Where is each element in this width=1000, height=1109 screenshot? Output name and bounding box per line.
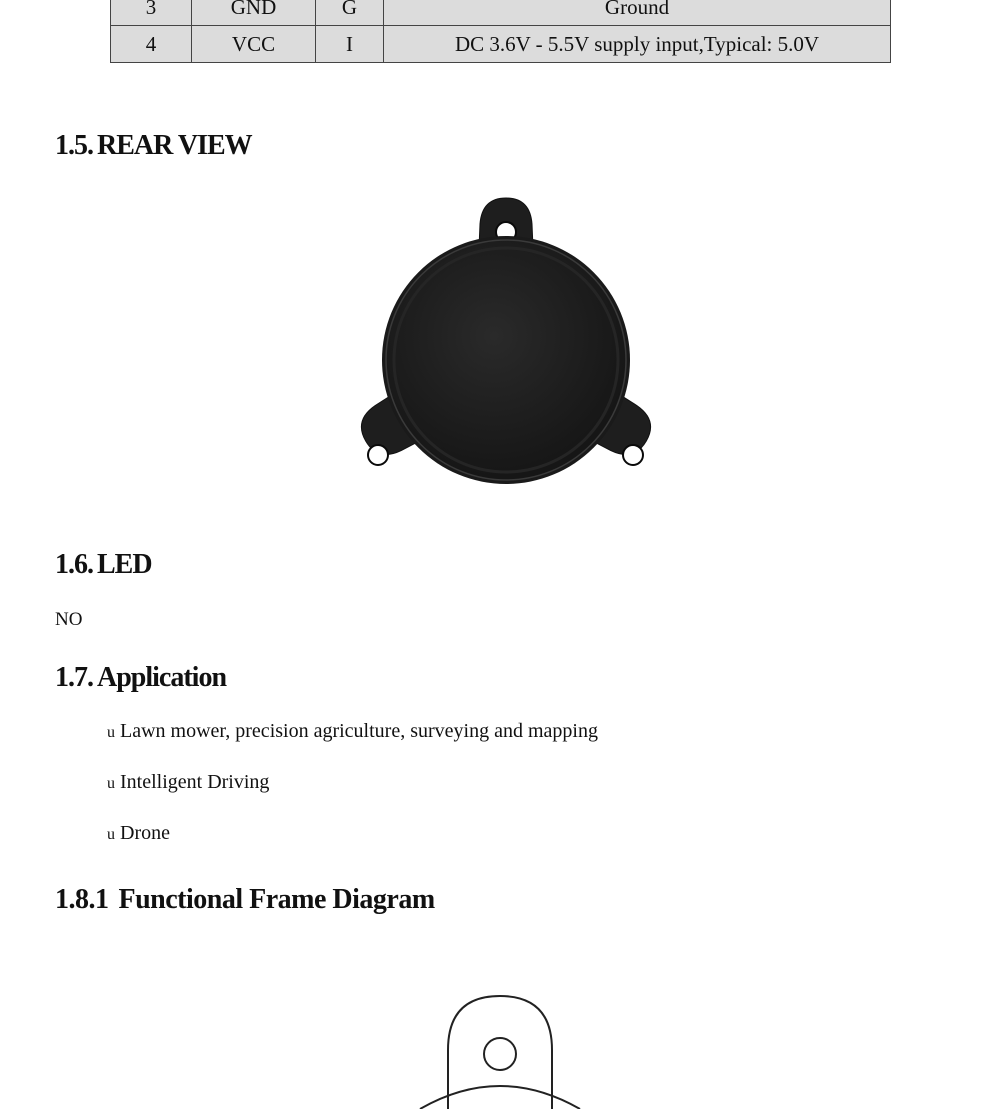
- pin-table: [110, 0, 891, 63]
- application-list: [107, 716, 598, 869]
- list-item: [107, 818, 598, 869]
- section-number: 1.6.: [55, 549, 93, 580]
- section-title: LED: [97, 549, 152, 580]
- pin-name: VCC: [192, 26, 316, 63]
- bullet-marker: u: [107, 826, 115, 843]
- pin-description: Ground: [384, 0, 891, 26]
- pin-io: I: [316, 26, 384, 63]
- pin-number: 3: [111, 0, 192, 26]
- section-number: 1.8.1: [55, 884, 109, 915]
- frame-diagram-outline: [400, 990, 610, 1109]
- pin-description: DC 3.6V - 5.5V supply input,Typical: 5.0V: [384, 26, 891, 63]
- pin-name: GND: [192, 0, 316, 26]
- list-item: [107, 716, 598, 767]
- table-row: [111, 0, 891, 26]
- bullet-marker: u: [107, 775, 115, 792]
- list-item-text: Lawn mower, precision agriculture, surveying and mapping: [120, 720, 598, 742]
- list-item-text: Drone: [120, 822, 170, 844]
- bullet-marker: u: [107, 724, 115, 741]
- list-item-text: Intelligent Driving: [120, 771, 270, 793]
- section-heading-application: [55, 662, 226, 694]
- table-row: [111, 26, 891, 63]
- led-description: NO: [55, 609, 83, 630]
- section-title: REAR VIEW: [97, 130, 252, 161]
- section-heading-frame-diagram: [55, 884, 435, 916]
- section-heading-led: [55, 549, 152, 581]
- rear-view-image: [340, 194, 672, 510]
- section-number: 1.7.: [55, 662, 93, 693]
- pin-io: G: [316, 0, 384, 26]
- section-title: Application: [97, 662, 227, 693]
- pin-number: 4: [111, 26, 192, 63]
- section-heading-rear-view: [55, 130, 252, 162]
- section-title: Functional Frame Diagram: [118, 884, 435, 915]
- section-number: 1.5.: [55, 130, 93, 161]
- list-item: [107, 767, 598, 818]
